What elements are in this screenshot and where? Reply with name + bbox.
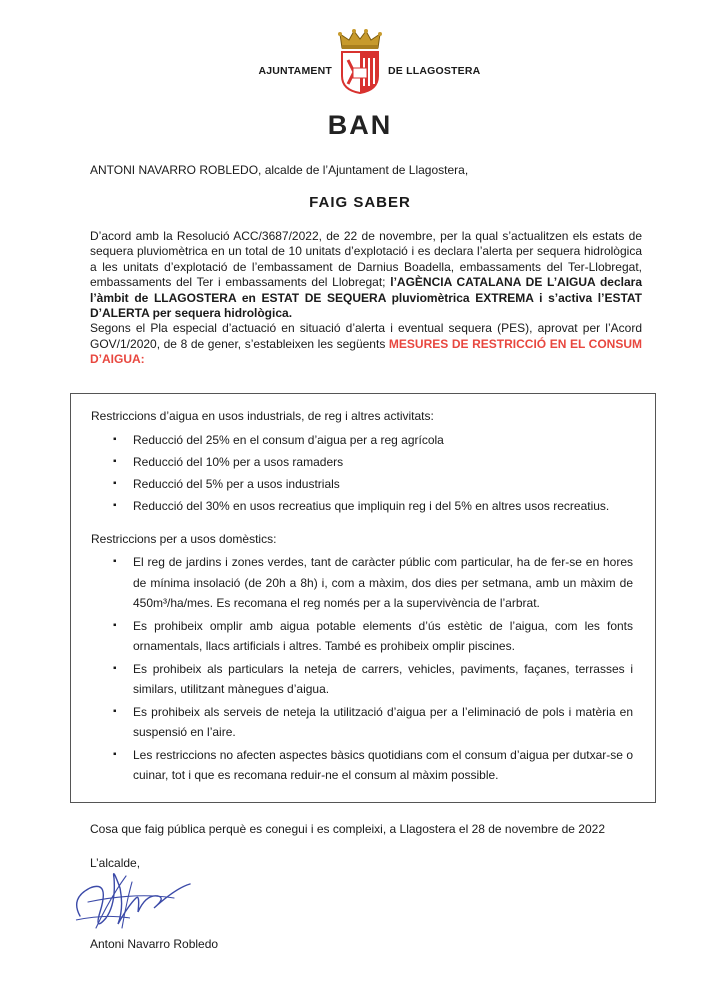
list-item: ▪ El reg de jardins i zones verdes, tant de caràcter públic com particular, ha de fer-se en hores de mínima insolació (de 20h a 8h) i, com a màxim, dos dies per setmana, amb un màxim de 450m³/ha/mes. Es recomana el reg només per a la supervivència de l’arbrat. (133, 552, 633, 614)
document-title: BAN (327, 110, 393, 140)
domestic-restrictions-list (133, 552, 633, 788)
declaration-end: . (288, 306, 293, 321)
restrictions-box (70, 393, 656, 803)
municipal-crest-icon (340, 50, 380, 94)
alcalde-label: L’alcalde, (90, 856, 141, 870)
industrial-restrictions-title: Restriccions d’aigua en usos industrials, de reg i altres activitats: (91, 409, 434, 423)
paragraph-pes-text: Segons el Pla especial d’actuació en situació d’alerta i eventual sequera (PES), aprovat per l’Acord GOV/1/2020, de 8 de gener, s’estableixen les següents (90, 321, 642, 351)
list-item: ▪ Les restriccions no afecten aspectes bàsics quotidians com el consum d’aigua per dutxar-se o cuinar, tot i que es recomana reduir-ne el consum al màxim possible. (133, 745, 633, 786)
paragraph-resolution-text: D’acord amb la Resolució ACC/3687/2022, de 22 de novembre, per la qual s’actualitzen els estats de sequera pluviomètrica en un total de 10 unitats d’explotació i es declara l’alerta per sequera hidrològica a les unitats d’explotació de l’embassament de Darnius Boadella, embassaments del Ter-Llobregat, embassaments del Ter i embassaments del Llobregat; (90, 229, 642, 290)
letterhead-left-text: AJUNTAMENT (258, 65, 332, 77)
handwritten-signature-icon (66, 858, 196, 948)
faig-saber-heading: FAIG SABER (309, 194, 411, 211)
letterhead-right-text: DE LLAGOSTERA (388, 65, 481, 77)
list-item: ▪ Reducció del 25% en el consum d’aigua per a reg agrícola (133, 429, 633, 451)
closing-statement: Cosa que faig pública perquè es conegui i es compleixi, a Llagostera el 28 de novembre de 2022 (90, 822, 606, 836)
list-item: ▪ Es prohibeix als particulars la neteja de carrers, vehicles, paviments, façanes, terrasses i similars, utilitzant mànegues d’aigua. (133, 659, 633, 700)
industrial-restrictions-list (133, 429, 633, 517)
crown-icon (338, 28, 382, 50)
list-item: ▪ Es prohibeix als serveis de neteja la utilització d’aigua per a l’eliminació de pols i matèria en suspensió en l’aire. (133, 702, 633, 743)
list-item: ▪ Reducció del 30% en usos recreatius que impliquin reg i del 5% en altres usos recreatius. (133, 495, 633, 517)
declaration-bold-text: l’AGÈNCIA CATALANA DE L’AIGUA declara l’àmbit de LLAGOSTERA en ESTAT DE SEQUERA pluviomètrica EXTREMA i s’activa l’ESTAT D’ALERTA per sequera hidrològica (90, 275, 643, 321)
list-item: ▪ Reducció del 5% per a usos industrials (133, 473, 633, 495)
paragraph-pes (90, 321, 642, 367)
signer-name: Antoni Navarro Robledo (90, 937, 219, 951)
intro-line: ANTONI NAVARRO ROBLEDO, alcalde de l’Ajuntament de Llagostera, (90, 163, 469, 177)
letterhead (0, 14, 720, 84)
list-item: ▪ Reducció del 10% per a usos ramaders (133, 451, 633, 473)
domestic-restrictions-title: Restriccions per a usos domèstics: (91, 532, 277, 546)
paragraph-resolution (90, 229, 642, 321)
restriction-measures-highlight: MESURES DE RESTRICCIÓ EN EL CONSUM D’AIGUA: (90, 336, 643, 367)
body-paragraphs (90, 229, 642, 368)
list-item: ▪ Es prohibeix omplir amb aigua potable elements d’ús estètic de l’aigua, com les fonts ornamentals, llacs artificials i altres. També es prohibeix omplir piscines. (133, 616, 633, 657)
